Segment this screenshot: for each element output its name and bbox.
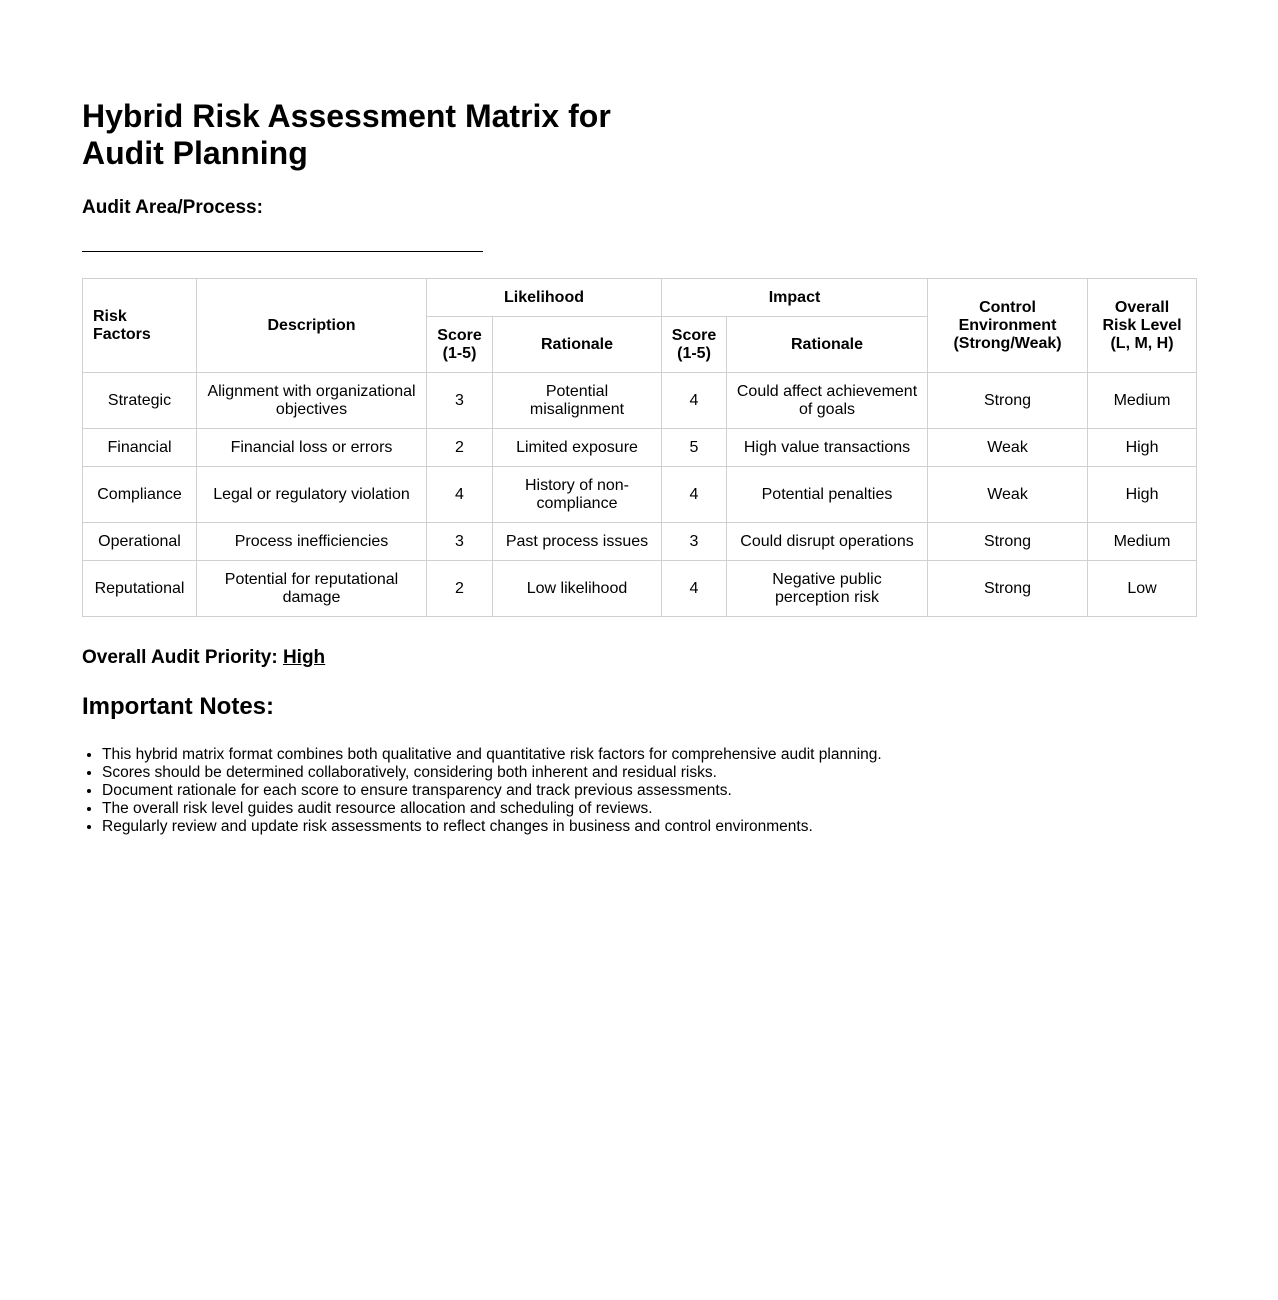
cell-likelihood-rationale: History of non-compliance <box>493 467 662 523</box>
priority-label: Overall Audit Priority: <box>82 647 278 668</box>
table-row <box>83 523 1197 561</box>
header-impact: Impact <box>662 279 928 317</box>
list-item: • Regularly review and update risk assessments to reflect changes in business and control environments. <box>102 818 882 836</box>
notes-heading: Important Notes: <box>82 693 274 720</box>
cell-description: Financial loss or errors <box>197 429 427 467</box>
cell-impact-score: 4 <box>662 561 727 617</box>
cell-overall-risk: Medium <box>1088 373 1197 429</box>
list-item: • This hybrid matrix format combines both qualitative and quantitative risk factors for comprehensive audit planning. <box>102 746 882 764</box>
header-likelihood-score: Score (1-5) <box>427 317 493 373</box>
cell-overall-risk: High <box>1088 467 1197 523</box>
table-row <box>83 467 1197 523</box>
list-item: • Document rationale for each score to ensure transparency and track previous assessments. <box>102 782 882 800</box>
cell-impact-score: 3 <box>662 523 727 561</box>
header-description: Description <box>197 279 427 373</box>
cell-likelihood-rationale: Potential misalignment <box>493 373 662 429</box>
cell-control-environment: Strong <box>928 373 1088 429</box>
header-impact-score: Score (1-5) <box>662 317 727 373</box>
cell-impact-score: 4 <box>662 467 727 523</box>
cell-impact-score: 4 <box>662 373 727 429</box>
cell-overall-risk: High <box>1088 429 1197 467</box>
table-row <box>83 429 1197 467</box>
cell-risk-factor: Financial <box>83 429 197 467</box>
cell-control-environment: Weak <box>928 429 1088 467</box>
cell-description: Potential for reputational damage <box>197 561 427 617</box>
cell-impact-rationale: Could affect achievement of goals <box>727 373 928 429</box>
audit-area-blank-line <box>82 251 483 252</box>
cell-likelihood-score: 4 <box>427 467 493 523</box>
cell-likelihood-score: 3 <box>427 523 493 561</box>
cell-risk-factor: Reputational <box>83 561 197 617</box>
notes-list <box>82 746 882 836</box>
cell-control-environment: Weak <box>928 467 1088 523</box>
cell-impact-rationale: Potential penalties <box>727 467 928 523</box>
cell-control-environment: Strong <box>928 561 1088 617</box>
cell-overall-risk: Low <box>1088 561 1197 617</box>
cell-impact-rationale: Negative public perception risk <box>727 561 928 617</box>
cell-description: Legal or regulatory violation <box>197 467 427 523</box>
cell-description: Process inefficiencies <box>197 523 427 561</box>
audit-area-label: Audit Area/Process: <box>82 197 263 218</box>
cell-likelihood-rationale: Past process issues <box>493 523 662 561</box>
cell-risk-factor: Operational <box>83 523 197 561</box>
list-item: • Scores should be determined collaboratively, considering both inherent and residual risks. <box>102 764 882 782</box>
header-overall-risk-level: Overall Risk Level (L, M, H) <box>1088 279 1197 373</box>
cell-overall-risk: Medium <box>1088 523 1197 561</box>
table-row <box>83 561 1197 617</box>
table-row <box>83 373 1197 429</box>
header-risk-factors: Risk Factors <box>83 279 197 373</box>
cell-likelihood-score: 2 <box>427 429 493 467</box>
risk-matrix-table <box>82 278 1197 617</box>
cell-description: Alignment with organizational objectives <box>197 373 427 429</box>
cell-risk-factor: Compliance <box>83 467 197 523</box>
cell-likelihood-score: 2 <box>427 561 493 617</box>
page-title: Hybrid Risk Assessment Matrix for Audit Planning <box>82 98 611 171</box>
priority-value: High <box>282 647 326 668</box>
cell-likelihood-score: 3 <box>427 373 493 429</box>
header-control-environment: Control Environment (Strong/Weak) <box>928 279 1088 373</box>
cell-risk-factor: Strategic <box>83 373 197 429</box>
overall-audit-priority <box>82 647 325 669</box>
cell-likelihood-rationale: Limited exposure <box>493 429 662 467</box>
header-impact-rationale: Rationale <box>727 317 928 373</box>
cell-likelihood-rationale: Low likelihood <box>493 561 662 617</box>
list-item: • The overall risk level guides audit resource allocation and scheduling of reviews. <box>102 800 882 818</box>
cell-impact-rationale: High value transactions <box>727 429 928 467</box>
cell-impact-score: 5 <box>662 429 727 467</box>
header-likelihood: Likelihood <box>427 279 662 317</box>
cell-control-environment: Strong <box>928 523 1088 561</box>
header-likelihood-rationale: Rationale <box>493 317 662 373</box>
header-row-top <box>83 279 1197 317</box>
cell-impact-rationale: Could disrupt operations <box>727 523 928 561</box>
